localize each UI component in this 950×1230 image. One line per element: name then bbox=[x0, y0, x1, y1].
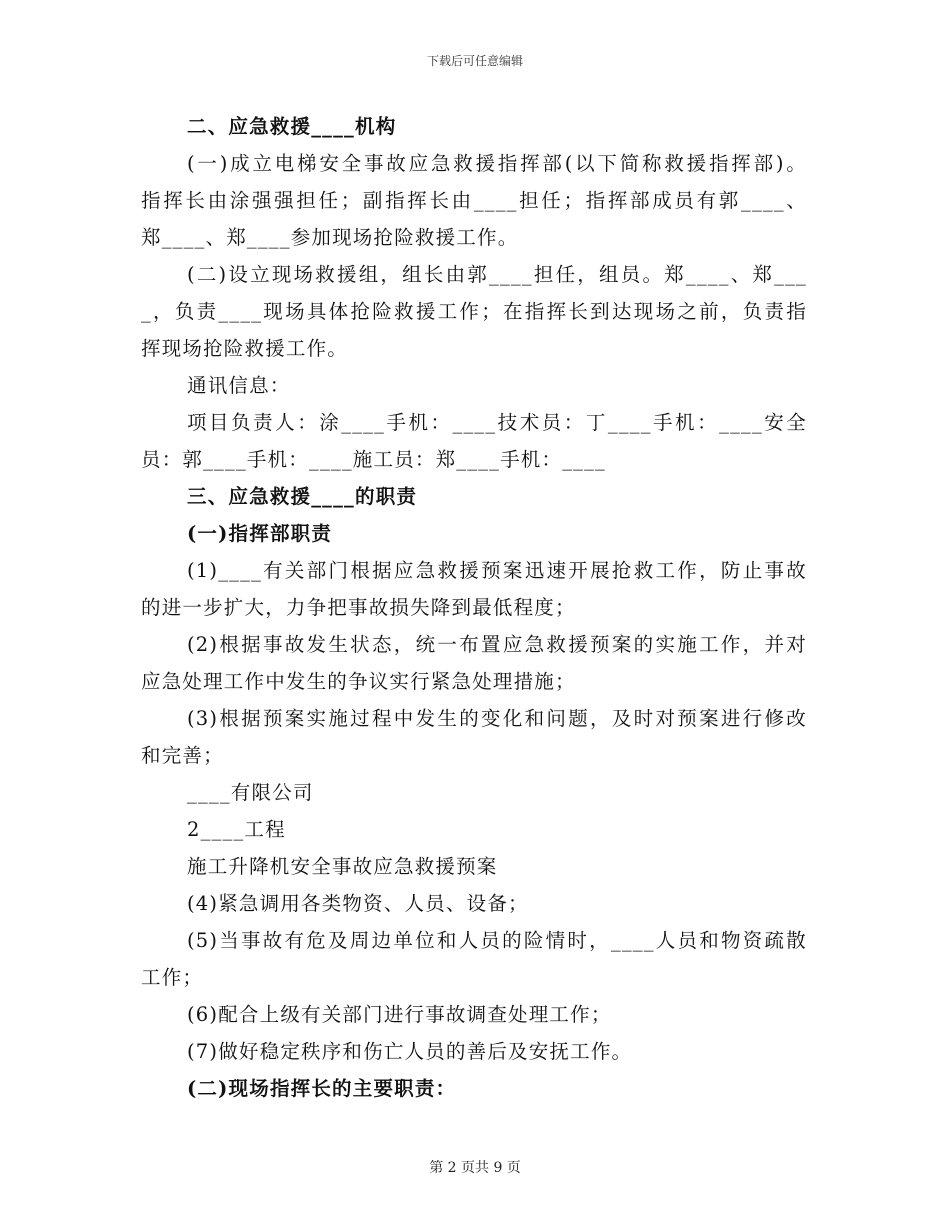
page-header: 下载后可任意编辑 bbox=[426, 54, 523, 68]
subsection-heading: (一)指挥部职责 bbox=[187, 522, 333, 545]
list-item: (1)____有关部门根据应急救援预案迅速开展抢救工作，防止事故 bbox=[187, 559, 807, 582]
project-line: 2____工程 bbox=[187, 818, 286, 841]
paragraph-line: _，负责____现场具体抢险救援工作；在指挥长到达现场之前，负责指 bbox=[141, 300, 807, 323]
list-item-continuation: 工作； bbox=[141, 966, 204, 989]
paragraph-line: 挥现场抢险救援工作。 bbox=[141, 337, 349, 360]
list-item: (4)紧急调用各类物资、人员、设备； bbox=[187, 892, 529, 915]
document-body bbox=[141, 108, 807, 1107]
paragraph-line: 通讯信息： bbox=[187, 374, 291, 397]
list-item: (7)做好稳定秩序和伤亡人员的善后及安抚工作。 bbox=[187, 1040, 633, 1063]
document-title-line: 施工升降机安全事故应急救援预案 bbox=[187, 855, 498, 878]
paragraph-line: (一)成立电梯安全事故应急救援指挥部(以下简称救援指挥部)。 bbox=[187, 152, 807, 175]
paragraph-line: 员：郭____手机：____施工员：郑____手机：____ bbox=[141, 448, 607, 471]
list-item-continuation: 和完善； bbox=[141, 744, 224, 767]
section-heading-3: 三、应急救援____的职责 bbox=[187, 485, 418, 508]
company-line: ____有限公司 bbox=[187, 781, 314, 804]
list-item: (2)根据事故发生状态，统一布置应急救援预案的实施工作，并对 bbox=[187, 633, 807, 656]
subsection-heading: (二)现场指挥长的主要职责： bbox=[187, 1077, 457, 1100]
paragraph-line: 指挥长由涂强强担任；副指挥长由____担任；指挥部成员有郭____、 bbox=[141, 189, 807, 212]
paragraph-line: 郑____、郑____参加现场抢险救援工作。 bbox=[141, 226, 519, 249]
list-item-continuation: 应急处理工作中发生的争议实行紧急处理措施； bbox=[141, 670, 576, 693]
list-item-continuation: 的进一步扩大，力争把事故损失降到最低程度； bbox=[141, 596, 576, 619]
list-item: (6)配合上级有关部门进行事故调查处理工作； bbox=[187, 1003, 612, 1026]
page-footer: 第 2 页共 9 页 bbox=[429, 1160, 521, 1176]
paragraph-line: (二)设立现场救援组，组长由郭____担任，组员。郑____、郑___ bbox=[187, 263, 807, 286]
list-item: (3)根据预案实施过程中发生的变化和问题，及时对预案进行修改 bbox=[187, 707, 807, 730]
section-heading-2: 二、应急救援____机构 bbox=[187, 115, 397, 138]
paragraph-line: 项目负责人：涂____手机：____技术员：丁____手机：____安全 bbox=[187, 411, 807, 434]
list-item: (5)当事故有危及周边单位和人员的险情时，____人员和物资疏散 bbox=[187, 929, 807, 952]
